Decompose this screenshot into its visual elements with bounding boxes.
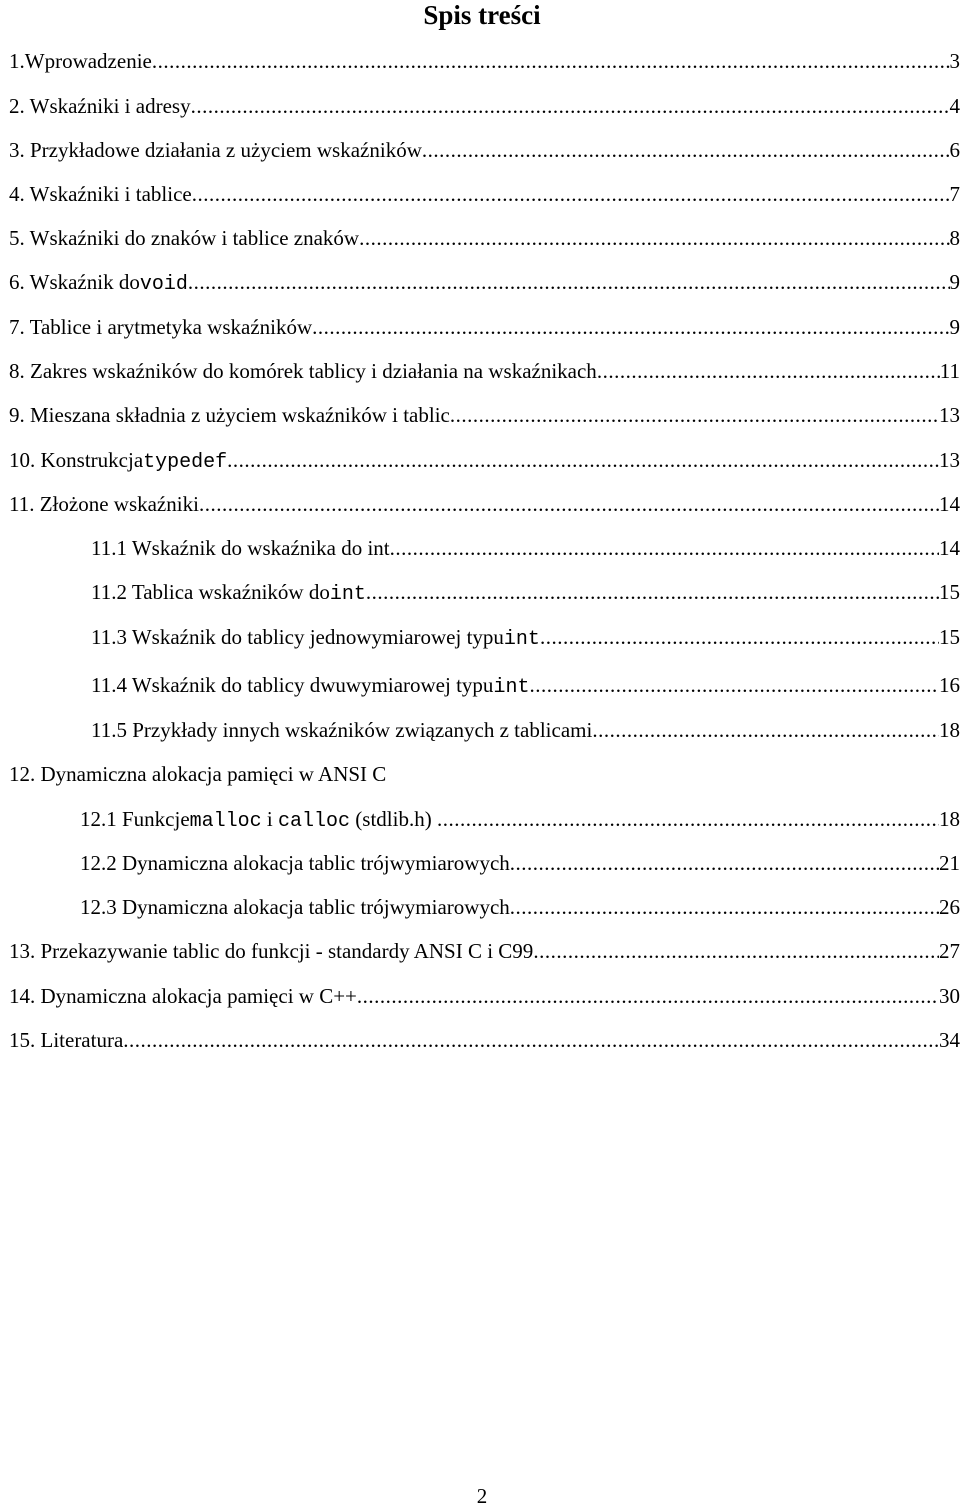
toc-label: 11. Złożone wskaźniki — [9, 490, 199, 518]
toc-page-number: 13 — [939, 401, 960, 429]
dot-leader — [199, 490, 939, 518]
dot-leader — [510, 849, 939, 877]
dot-leader — [450, 401, 939, 429]
dot-leader — [366, 578, 939, 606]
dot-leader — [592, 716, 939, 744]
toc-page-number: 21 — [939, 849, 960, 877]
toc-page-number: 18 — [939, 805, 960, 833]
page-title: Spis treści — [0, 0, 960, 30]
toc-label: 9. Mieszana składnia z użyciem wskaźników i tablic — [9, 401, 450, 429]
toc-page-number: 9 — [950, 268, 960, 296]
toc-entry-12-1[interactable] — [80, 805, 960, 833]
dot-leader — [123, 1026, 939, 1054]
dot-leader — [152, 47, 950, 75]
toc-entry-7[interactable] — [9, 313, 960, 341]
dot-leader — [312, 313, 949, 341]
toc-label: 8. Zakres wskaźników do komórek tablicy i działania na wskaźnikach — [9, 357, 597, 385]
toc-label: 6. Wskaźnik do — [9, 268, 140, 296]
toc-entry-12-2[interactable] — [80, 849, 960, 877]
code-keyword: int — [504, 626, 540, 654]
toc-label-connector: i — [262, 805, 278, 833]
dot-leader — [191, 92, 950, 120]
toc-label: 12.2 Dynamiczna alokacja tablic trójwymiarowych — [80, 849, 510, 877]
dot-leader — [422, 136, 950, 164]
toc-entry-9[interactable] — [9, 401, 960, 429]
toc-entry-15[interactable] — [9, 1026, 960, 1054]
toc-page-number: 6 — [950, 136, 960, 164]
toc-label: 13. Przekazywanie tablic do funkcji - standardy ANSI C i C99 — [9, 937, 533, 965]
toc-entry-11[interactable] — [9, 490, 960, 518]
toc-page-number: 11 — [940, 357, 960, 385]
toc-entry-1[interactable] — [9, 47, 960, 75]
toc-label: 11.3 Wskaźnik do tablicy jednowymiarowej typu — [91, 623, 504, 651]
dot-leader — [533, 937, 939, 965]
dot-leader — [597, 357, 940, 385]
dot-leader — [510, 893, 939, 921]
toc-entry-3[interactable] — [9, 136, 960, 164]
code-keyword: typedef — [143, 449, 227, 477]
toc-entry-14[interactable] — [9, 982, 960, 1010]
dot-leader — [437, 805, 939, 833]
toc-label: 11.4 Wskaźnik do tablicy dwuwymiarowej typu — [91, 671, 493, 699]
dot-leader — [390, 534, 939, 562]
toc-page-number: 14 — [939, 534, 960, 562]
toc-entry-11-5[interactable] — [91, 716, 960, 744]
code-keyword-calloc: calloc — [278, 808, 350, 836]
toc-page-number: 15 — [939, 578, 960, 606]
toc-entry-11-1[interactable] — [91, 534, 960, 562]
toc-entry-12-3[interactable] — [80, 893, 960, 921]
toc-label: 12.3 Dynamiczna alokacja tablic trójwymiarowych — [80, 893, 510, 921]
toc-page-number: 14 — [939, 490, 960, 518]
toc-page-number: 27 — [939, 937, 960, 965]
toc-entry-12[interactable] — [9, 760, 386, 788]
dot-leader — [540, 623, 939, 651]
toc-page-number: 8 — [950, 224, 960, 252]
code-keyword: void — [140, 271, 188, 299]
toc-page-number: 13 — [939, 446, 960, 474]
toc-page-number: 34 — [939, 1026, 960, 1054]
toc-label: 11.2 Tablica wskaźników do — [91, 578, 330, 606]
toc-label-suffix: (stdlib.h) — [350, 805, 437, 833]
toc-entry-6[interactable] — [9, 268, 960, 296]
toc-page-number: 9 — [950, 313, 960, 341]
toc-page-number: 3 — [950, 47, 960, 75]
toc-page-number: 15 — [939, 623, 960, 651]
toc-entry-13[interactable] — [9, 937, 960, 965]
toc-entry-11-3[interactable] — [91, 623, 960, 651]
toc-label: 12. Dynamiczna alokacja pamięci w ANSI C — [9, 760, 386, 788]
toc-label: 11.5 Przykłady innych wskaźników związanych z tablicami — [91, 716, 592, 744]
toc-page-number: 16 — [939, 671, 960, 699]
toc-page-number: 4 — [950, 92, 960, 120]
dot-leader — [359, 224, 949, 252]
toc-label: 14. Dynamiczna alokacja pamięci w C++ — [9, 982, 357, 1010]
toc-entry-11-4[interactable] — [91, 671, 960, 699]
dot-leader — [357, 982, 939, 1010]
code-keyword: int — [330, 581, 366, 609]
toc-label: 10. Konstrukcja — [9, 446, 143, 474]
toc-entry-4[interactable] — [9, 180, 960, 208]
toc-entry-8[interactable] — [9, 357, 960, 385]
toc-label: 2. Wskaźniki i adresy — [9, 92, 191, 120]
code-keyword-malloc: malloc — [190, 808, 262, 836]
dot-leader — [192, 180, 950, 208]
dot-leader — [529, 671, 939, 699]
toc-label: 1.Wprowadzenie — [9, 47, 152, 75]
toc-label: 12.1 Funkcje — [80, 805, 190, 833]
toc-page-number: 26 — [939, 893, 960, 921]
toc-page-number: 18 — [939, 716, 960, 744]
toc-label: 15. Literatura — [9, 1026, 123, 1054]
code-keyword: int — [493, 674, 529, 702]
toc-label: 11.1 Wskaźnik do wskaźnika do int — [91, 534, 390, 562]
toc-entry-10[interactable] — [9, 446, 960, 474]
dot-leader — [227, 446, 939, 474]
toc-entry-11-2[interactable] — [91, 578, 960, 606]
toc-label: 5. Wskaźniki do znaków i tablice znaków — [9, 224, 359, 252]
toc-label: 7. Tablice i arytmetyka wskaźników — [9, 313, 312, 341]
page-number: 2 — [0, 1482, 960, 1510]
toc-page-number: 30 — [939, 982, 960, 1010]
dot-leader — [188, 268, 950, 296]
toc-label: 4. Wskaźniki i tablice — [9, 180, 192, 208]
toc-entry-5[interactable] — [9, 224, 960, 252]
toc-page-number: 7 — [950, 180, 960, 208]
toc-label: 3. Przykładowe działania z użyciem wskaźników — [9, 136, 422, 164]
toc-entry-2[interactable] — [9, 92, 960, 120]
